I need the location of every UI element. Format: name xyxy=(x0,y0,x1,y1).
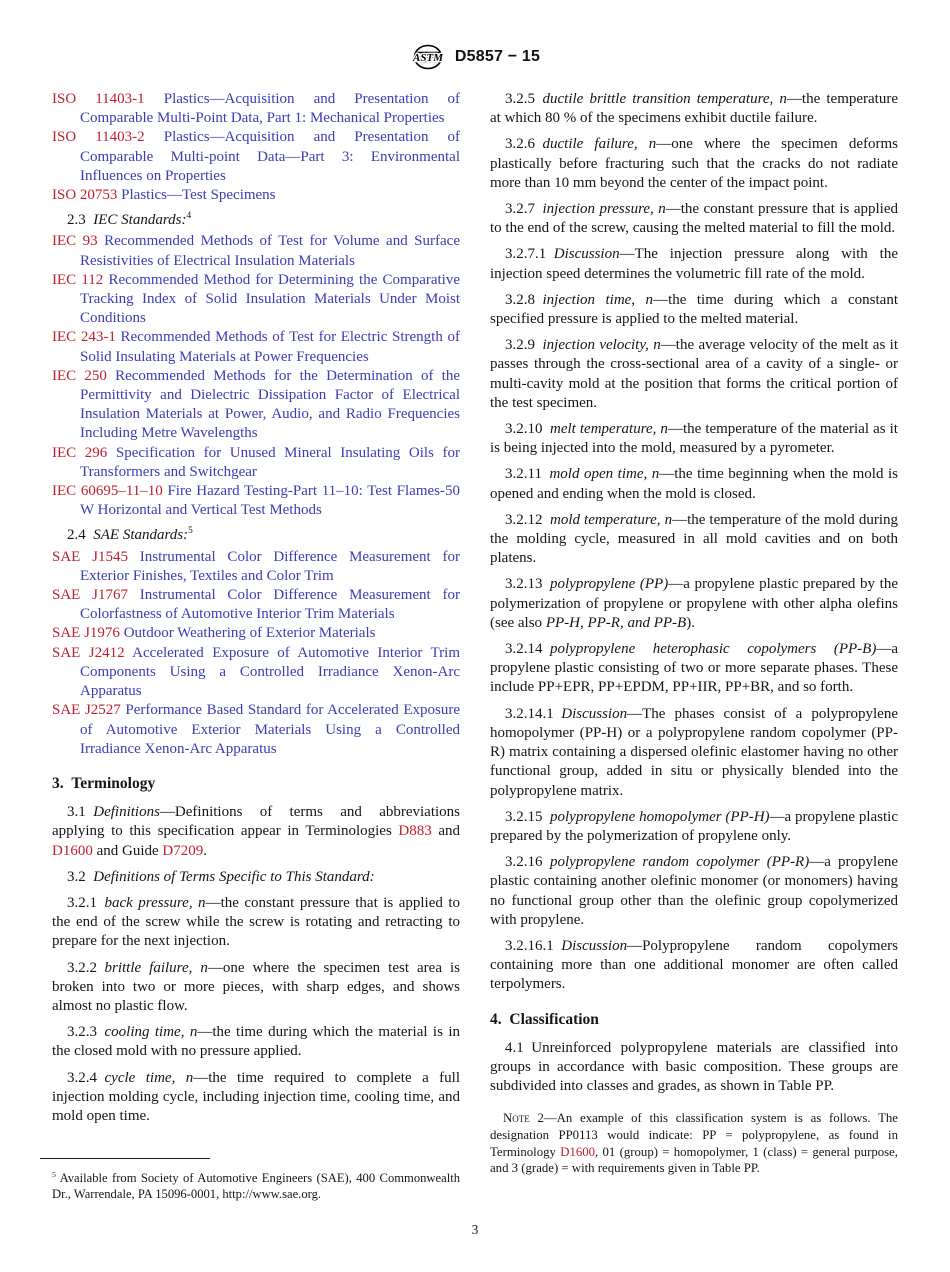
text-segment: —Definitions of terms and abbreviations applying to this specification appear in Terminologies xyxy=(52,804,460,840)
subsection-heading xyxy=(52,526,460,545)
text-segment: mold open time, n xyxy=(549,466,660,483)
text-segment: 3.2.14 xyxy=(505,641,550,658)
reference-entry xyxy=(52,328,460,366)
text-segment: polypropylene homopolymer (PP-H) xyxy=(550,808,770,825)
standard-designation-link[interactable]: SAE J1545 xyxy=(52,548,128,565)
text-segment: Discussion xyxy=(561,937,628,954)
footnote xyxy=(52,1158,460,1202)
footnote-ref: 5 xyxy=(188,526,193,537)
reference-entry xyxy=(52,367,460,444)
text-segment: Available from Society of Automotive Engineers (SAE), 400 Commonwealth Dr., Warrendale, PA 15096-0001, http://www.sae.org. xyxy=(52,1171,460,1201)
text-segment: PP-H, PP-R, and PP-B xyxy=(545,614,687,631)
text-segment: mold temperature, n xyxy=(550,511,673,528)
standard-designation-link[interactable]: IEC 250 xyxy=(52,367,107,384)
text-segment: and Guide xyxy=(92,842,163,859)
text-segment: —the time during which the material is in the closed mold with no pressure applied. xyxy=(52,1024,460,1060)
standard-designation-link[interactable]: SAE J1767 xyxy=(52,587,128,604)
text-segment: Discussion xyxy=(553,246,620,263)
paragraph xyxy=(52,959,460,1017)
reference-entry xyxy=(52,701,460,759)
section-heading: 4. Classification xyxy=(490,1010,599,1028)
text-segment: polypropylene (PP) xyxy=(550,576,669,593)
standard-designation-link[interactable]: SAE J2527 xyxy=(52,702,121,719)
standard-title-link[interactable]: Instrumental Color Difference Measurement for Exterior Finishes, Textiles and Color Trim xyxy=(80,548,461,584)
text-segment: 3.2.5 xyxy=(505,91,543,107)
text-segment: cooling time, n xyxy=(104,1024,198,1041)
standard-link[interactable]: D7209 xyxy=(162,842,204,859)
text-segment: 3.2.1 xyxy=(67,894,105,911)
right-column xyxy=(490,90,898,1202)
text-segment: 2.4 xyxy=(67,527,94,544)
reference-entry xyxy=(52,624,460,643)
paragraph xyxy=(52,1069,460,1127)
text-segment: —The phases consist of a polypropylene homopolymer (PP-H) or a polypropylene random copolymer (PP-R) matrix containing a dispersed olefinic elastomer having no other functional group, added in situ or physically blended into the polypropylene matrix. xyxy=(490,705,898,799)
subsection-heading xyxy=(52,211,460,230)
text-segment: —the average velocity of the melt as it passes through the cross-sectional area of a cavity of a single- or multi-cavity mold at the position that forms the critical portion of the test specimen. xyxy=(490,337,898,411)
standard-designation-link[interactable]: IEC 243-1 xyxy=(52,329,116,346)
paragraph xyxy=(490,937,898,995)
paragraph xyxy=(490,1039,898,1097)
standard-title-link[interactable]: Fire Hazard Testing-Part 11–10: Test Flames-50 W Horizontal and Vertical Test Methods xyxy=(80,483,460,519)
text-segment: 3.1 xyxy=(67,804,94,821)
standard-title-link[interactable]: Recommended Method for Determining the Comparative Tracking Index of Solid Insulation Materials Under Moist Conditions xyxy=(80,271,460,327)
reference-entry xyxy=(52,586,460,624)
reference-entry xyxy=(52,271,460,329)
standard-designation-link[interactable]: SAE J1976 xyxy=(52,625,120,642)
reference-entry xyxy=(52,128,460,186)
paragraph xyxy=(52,803,460,861)
text-segment: 3.2.7 xyxy=(505,201,543,218)
text-segment: 3.2 xyxy=(67,868,94,885)
text-segment: brittle failure, n xyxy=(104,959,208,976)
text-segment: 3.2.16.1 xyxy=(505,937,562,954)
standard-designation-link[interactable]: IEC 112 xyxy=(52,271,104,288)
text-segment: 4.1 Unreinforced polypropylene materials are classified into groups in accordance with basic composition. These groups are subdivided into classes and grades, as shown in Table PP. xyxy=(490,1039,898,1095)
standard-designation-link[interactable]: IEC 93 xyxy=(52,233,98,250)
text-segment: injection velocity, n xyxy=(542,337,661,354)
standard-title-link[interactable]: Plastics—Test Specimens xyxy=(117,187,276,204)
footnote-ref: 5 xyxy=(52,1169,56,1179)
paragraph xyxy=(490,336,898,413)
paragraph xyxy=(490,705,898,801)
text-segment: 3.2.12 xyxy=(505,511,550,528)
text-segment: —The injection pressure along with the injection speed determines the volumetric fill rate of the mold. xyxy=(490,246,898,282)
text-segment: 3.2.10 xyxy=(505,421,550,438)
paragraph xyxy=(490,200,898,238)
page-header xyxy=(0,0,950,70)
text-segment: injection pressure, n xyxy=(542,201,666,218)
text-segment: —the temperature at which 80 % of the specimens exhibit ductile failure. xyxy=(490,91,898,127)
reference-entry xyxy=(52,232,460,270)
text-segment: Discussion xyxy=(561,705,628,722)
reference-entry xyxy=(52,644,460,702)
paragraph xyxy=(490,420,898,458)
text-segment: 3.2.6 xyxy=(505,136,543,153)
standard-title-link[interactable]: Plastics—Acquisition and Presentation of Comparable Multi-Point Data, Part 1: Mechanical Properties xyxy=(80,91,461,127)
text-segment: An example of this classification system is as follows. The designation PP0113 would indicate: PP = polypropylene, as found in Terminology xyxy=(490,1111,898,1159)
standard-designation-link[interactable]: SAE J2412 xyxy=(52,644,125,661)
standard-title-link[interactable]: Instrumental Color Difference Measurement for Colorfastness of Automotive Interior Trim Materials xyxy=(80,587,461,623)
text-segment: 3.2.15 xyxy=(505,808,550,825)
paragraph xyxy=(490,511,898,569)
standard-link[interactable]: D883 xyxy=(398,823,432,840)
paragraph xyxy=(52,868,460,887)
note-paragraph xyxy=(490,1110,898,1176)
text-segment: polypropylene random copolymer (PP-R) xyxy=(550,854,810,871)
standard-designation-link[interactable]: ISO 20753 xyxy=(52,187,118,204)
text-segment: . xyxy=(203,842,208,859)
text-segment: cycle time, n xyxy=(104,1069,194,1086)
text-segment: —the constant pressure that is applied to the end of the screw, causing the melted material to fill the mold. xyxy=(490,201,898,237)
text-segment: —one where the specimen deforms plastically before fracturing such that the cracks do not radiate more than 10 mm beyond the center of the impact point. xyxy=(490,136,898,191)
standard-title-link[interactable]: Plastics—Acquisition and Presentation of Comparable Multi-point Data—Part 3: Environmental Influences on Properties xyxy=(80,129,461,184)
reference-entry xyxy=(52,90,460,128)
standard-title-link[interactable]: Outdoor Weathering of Exterior Materials xyxy=(119,625,376,642)
text-segment: 3.2.2 xyxy=(67,959,105,976)
text-segment: —the constant pressure that is applied to the end of the screw while the screw is rotating and retracting to prepare for the next injection. xyxy=(52,894,460,950)
paragraph xyxy=(490,90,898,128)
standard-title-link[interactable]: Recommended Methods for the Determination of the Permittivity and Dielectric Dissipation Factor of Electrical Insulation Materials at Power, Audio, and Radio Frequencies Including Metre Wavelengths xyxy=(80,367,461,442)
paragraph xyxy=(490,808,898,846)
standard-designation-link[interactable]: ISO 11403-1 xyxy=(52,91,145,107)
paragraph xyxy=(52,1023,460,1061)
text-segment: 3.2.13 xyxy=(505,576,550,593)
standard-designation-link[interactable]: IEC 296 xyxy=(52,444,108,461)
text-segment: Note 2— xyxy=(503,1111,557,1126)
paragraph xyxy=(490,245,898,283)
text-segment: —a propylene plastic prepared by the polymerization of propylene only. xyxy=(490,808,899,844)
text-segment: back pressure, n xyxy=(104,894,206,911)
standard-title-link[interactable]: Accelerated Exposure of Automotive Interior Trim Components Using a Controlled Irradiance Xenon-Arc Apparatus xyxy=(80,644,460,700)
text-segment: 3.2.14.1 xyxy=(505,705,562,722)
paragraph xyxy=(490,575,898,633)
text-segment: —the temperature of the mold during the molding cycle, measured in all mold cavities and on both platens. xyxy=(490,511,898,567)
text-segment: , 01 (group) = homopolymer, 1 (class) = general purpose, and 3 (grade) = with requirements given in Table PP. xyxy=(490,1144,898,1176)
paragraph xyxy=(52,894,460,952)
reference-entry xyxy=(52,444,460,482)
standard-title-link[interactable]: Recommended Methods of Test for Electric Strength of Solid Insulating Materials at Power Frequencies xyxy=(80,329,460,365)
text-segment: ). xyxy=(686,614,695,631)
section-heading: 3. Terminology xyxy=(52,774,156,792)
two-column-body xyxy=(0,90,950,1202)
text-segment: injection time, n xyxy=(542,291,654,308)
text-segment: ductile brittle transition temperature, n xyxy=(542,91,787,107)
paragraph xyxy=(490,135,898,193)
text-segment: —a propylene plastic consisting of two or more separate phases. These include PP+EPR, PP+EPDM, PP+IIR, PP+BR, and so forth. xyxy=(490,641,898,696)
left-column xyxy=(52,90,460,1202)
standard-designation-link[interactable]: IEC 60695–11–10 xyxy=(52,483,163,500)
standard-link[interactable]: D1600 xyxy=(560,1144,596,1159)
text-segment: polypropylene heterophasic copolymers (PP-B) xyxy=(550,641,877,658)
reference-entry xyxy=(52,482,460,520)
paragraph xyxy=(490,465,898,503)
text-segment: 3.2.11 xyxy=(505,466,550,483)
page-number: 3 xyxy=(471,1222,479,1237)
standard-title-link[interactable]: Specification for Unused Mineral Insulating Oils for Transformers and Switchgear xyxy=(80,444,460,480)
astm-logo-icon xyxy=(410,44,446,70)
document-code: D5857 − 15 xyxy=(454,48,541,65)
reference-entry xyxy=(52,548,460,586)
text-segment: —Polypropylene random copolymers containing more than one additional monomer are often called terpolymers. xyxy=(490,937,898,993)
text-segment: —a propylene plastic prepared by the polymerization of propylene or propylene with other alpha olefins (see also xyxy=(490,576,898,631)
paragraph xyxy=(490,640,898,698)
text-segment: —the time beginning when the mold is opened and ending when the mold is closed. xyxy=(490,466,898,502)
text-segment: 3.2.9 xyxy=(505,337,543,354)
standard-title-link[interactable]: Recommended Methods of Test for Volume and Surface Resistivities of Electrical Insulation Materials xyxy=(80,233,460,269)
text-segment: ductile failure, n xyxy=(542,136,657,153)
text-segment: 3.2.7.1 xyxy=(505,246,554,263)
paragraph xyxy=(490,853,898,930)
standard-designation-link[interactable]: ISO 11403-2 xyxy=(52,129,145,146)
text-segment: IEC Standards: xyxy=(93,212,187,229)
footnote-ref: 4 xyxy=(186,211,192,222)
text-segment: Definitions of Terms Specific to This Standard: xyxy=(93,868,375,885)
text-segment: 3.2.4 xyxy=(67,1069,105,1086)
text-segment: 3.2.16 xyxy=(505,854,550,871)
paragraph xyxy=(490,291,898,329)
standard-title-link[interactable]: Performance Based Standard for Accelerated Exposure of Automotive Exterior Materials Using a Controlled Irradiance Xenon-Arc Apparatus xyxy=(80,702,460,757)
reference-entry xyxy=(52,186,460,205)
text-segment: melt temperature, n xyxy=(550,421,668,438)
text-segment: —one where the specimen test area is broken into two or more pieces, with sharp edges, and shows almost no plastic flow. xyxy=(52,959,460,1014)
text-segment: —the temperature of the material as it is being injected into the mold, measured by a pyrometer. xyxy=(490,421,898,457)
svg-text:ASTM: ASTM xyxy=(412,52,443,64)
text-segment: SAE Standards: xyxy=(93,527,189,544)
standard-link[interactable]: D1600 xyxy=(52,842,93,859)
text-segment: —a propylene plastic containing another olefinic monomer (or monomers) having no functional group other than the olefinic group copolymerized with propylene. xyxy=(490,854,899,928)
text-segment: 3.2.3 xyxy=(67,1024,105,1041)
text-segment: —the time required to complete a full injection molding cycle, including injection time, cooling time, and mold open time. xyxy=(52,1069,461,1124)
text-segment: 3.2.8 xyxy=(505,291,543,308)
text-segment: and xyxy=(431,823,460,840)
text-segment: Definitions xyxy=(93,804,160,821)
text-segment: —the time during which a constant specified pressure is applied to the melted material. xyxy=(490,291,899,328)
text-segment: 2.3 xyxy=(67,212,94,229)
